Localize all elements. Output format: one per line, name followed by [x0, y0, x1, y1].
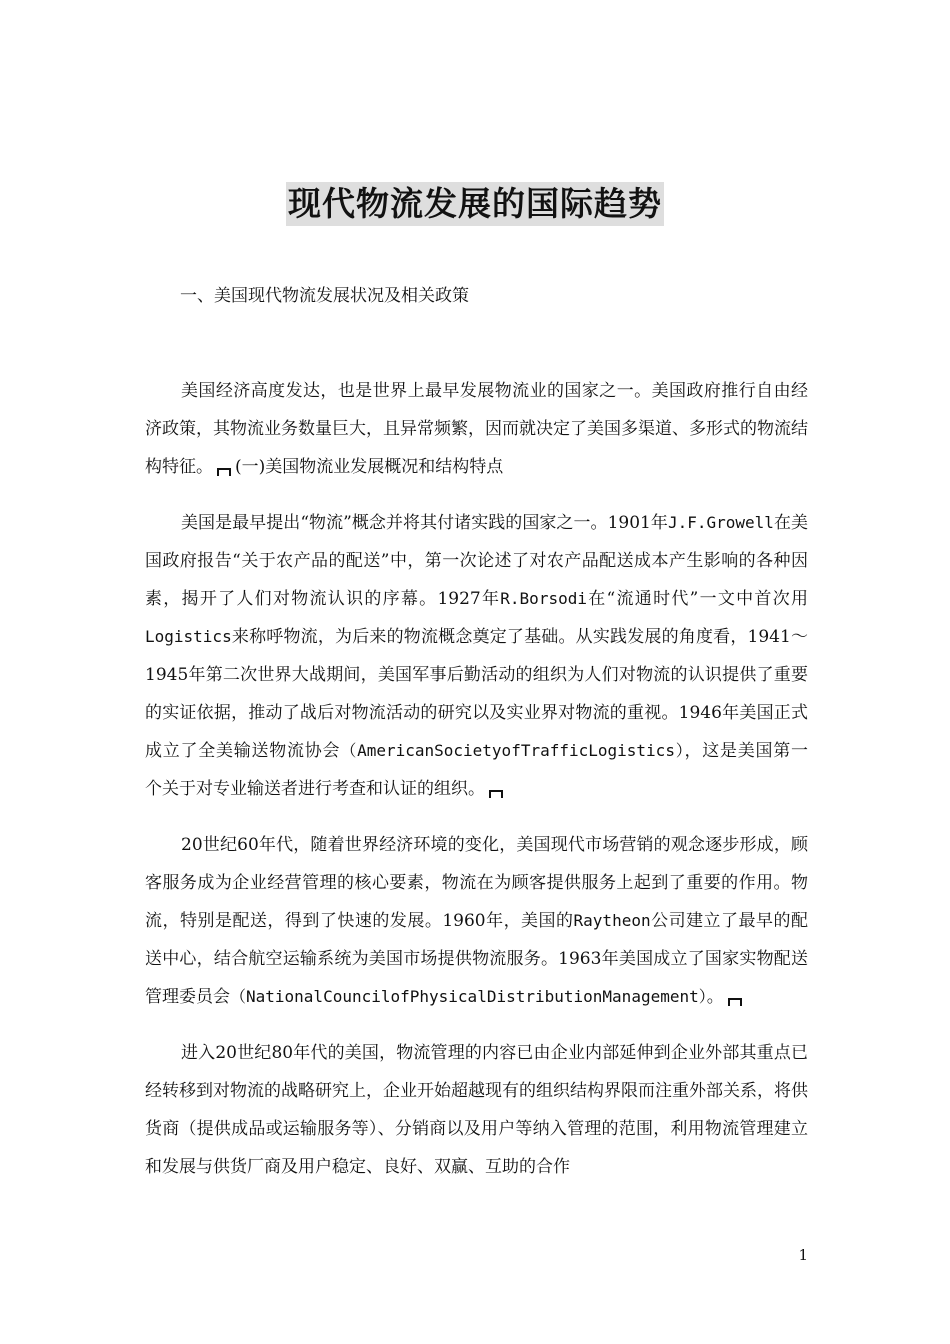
paragraph-1 — [145, 372, 808, 486]
paragraph-1-text: 美国经济高度发达，也是世界上最早发展物流业的国家之一。美国政府推行自由经济政策，其物流业务数量巨大，且异常频繁，因而就决定了美国多渠道、多形式的物流结构特征。 — [145, 381, 808, 477]
footnote-mark-icon — [217, 468, 231, 476]
paragraph-2-name-growell: J.F.Growell — [667, 513, 774, 532]
paragraph-2 — [145, 504, 808, 808]
paragraph-2-text-a: 美国是最早提出“物流”概念并将其付诸实践的国家之一。1901年 — [181, 513, 668, 533]
page-number: 1 — [798, 1246, 808, 1264]
footnote-mark-icon — [728, 998, 742, 1006]
paragraph-3 — [145, 826, 808, 1016]
paragraph-2-text-g: 来称呼物流，为后来的物流概念奠定了基础。从实践发展的角度看，1941～1945年第二次世界大战期间，美国军事后勤活动的组织为人们对物流的认识提供了重要的实证依据，推动了战后对物流活动的研究以及实业界对物流的重视。1946年美国正式成立了全美输送物流协会 — [145, 627, 808, 761]
paragraph-4-text: 进入20世纪80年代的美国，物流管理的内容已由企业内部延伸到企业外部其重点已经转移到对物流的战略研究上，企业开始超越现有的组织结构界限而注重外部关系，将供货商（提供成品或运输服务等）、分销商以及用户等纳入管理的范围，利用物流管理建立和发展与供货厂商及用户稳定、良好、双赢、互助的合作 — [145, 1043, 808, 1177]
paragraph-3-org-name: （NationalCouncilofPhysicalDistributionManagement） — [230, 987, 707, 1006]
paragraph-1-subheading: (一)美国物流业发展概况和结构特点 — [235, 457, 504, 477]
section-heading: 一、美国现代物流发展状况及相关政策 — [180, 286, 469, 306]
paragraph-2-text-c: 在美国政府报告“关于农产品的配送”中，第一次论述了对农产品配送成本产生影响的各种因素，揭开了人们对物流认识的序幕。1927年 — [145, 513, 808, 609]
title-block — [0, 182, 950, 226]
paragraph-3-company: Raytheon — [573, 911, 651, 930]
paragraph-2-term-logistics: Logistics — [145, 627, 232, 646]
paragraph-4 — [145, 1034, 808, 1186]
paragraph-2-org-name: （AmericanSocietyofTrafficLogistics） — [340, 741, 685, 760]
paragraph-2-name-borsodi: R.Borsodi — [500, 589, 587, 608]
body-text — [145, 372, 808, 1204]
paragraph-2-text-i: ，这是美国第一个关于对专业输送者进行考查和认证的组织。 — [145, 741, 809, 799]
footnote-mark-icon — [489, 790, 503, 798]
paragraph-3-text-e: 。 — [706, 987, 724, 1007]
paragraph-3-text-a: 20世纪60年代，随着世界经济环境的变化，美国现代市场营销的观念逐步形成，顾客服务成为企业经营管理的核心要素，物流在为顾客提供服务上起到了重要的作用。物流，特别是配送，得到了快速的发展。1960年，美国的 — [145, 835, 808, 931]
paragraph-2-text-e: 在“流通时代”一文中首次用 — [586, 589, 808, 609]
document-title: 现代物流发展的国际趋势 — [286, 182, 664, 226]
paragraph-3-text-c: 公司建立了最早的配送中心，结合航空运输系统为美国市场提供物流服务。1963年美国成立了国家实物配送管理委员会 — [145, 911, 809, 1007]
